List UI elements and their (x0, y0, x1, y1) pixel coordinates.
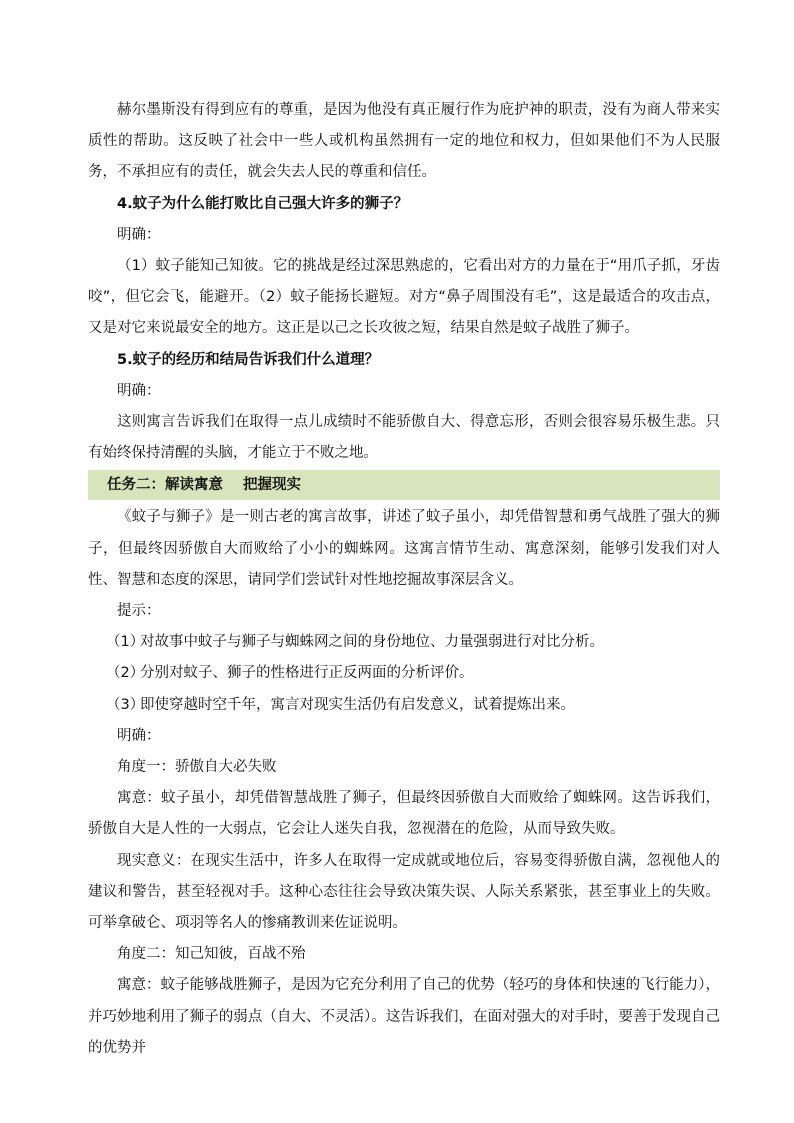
clarify-label-task-2: 明确： (117, 727, 161, 744)
document-page (88, 95, 720, 1064)
task-2-title-part-2: 把握现实 (243, 477, 301, 494)
angle-2-heading: 角度二：知己知彼，百战不殆 (117, 946, 306, 963)
clarify-label-q5: 明确： (117, 382, 161, 399)
hint-label: 提示： (117, 603, 161, 620)
hint-text: 对故事中蚊子与狮子与蜘蛛网之间的身份地位、力量强弱进行对比分析。 (140, 634, 604, 651)
hint-number: （3） (106, 696, 145, 713)
question-5: 5.蚊子的经历和结局告诉我们什么道理？ (117, 351, 380, 368)
paragraph-angle-2-meaning: 寓意：蚊子能够战胜狮子，是因为它充分利用了自己的优势（轻巧的身体和快速的飞行能力），并巧妙地利用了狮子的弱点（自大、不灵活）。这告诉我们，在面对强大的对手时，要善于发现自己的优势并 (88, 977, 720, 1056)
hint-text: 即使穿越时空千年，寓言对现实生活仍有启发意义，试着提炼出来。 (140, 696, 575, 713)
hint-number: （2） (106, 665, 145, 682)
hint-text: 分别对蚊子、狮子的性格进行正反两面的分析评价。 (140, 665, 474, 682)
paragraph-angle-1-reality: 现实意义：在现实生活中，许多人在取得一定成就或地位后，容易变得骄傲自满，忽视他人的建议和警告，甚至轻视对手。这种心态往往会导致决策失误、人际关系紧张，甚至事业上的失败。可举拿破仑、项羽等名人的惨痛教训来佐证说明。 (88, 852, 720, 932)
hint-item-2 (88, 658, 720, 689)
paragraph-q5-answer: 这则寓言告诉我们在取得一点儿成绩时不能骄傲自大、得意忘形，否则会很容易乐极生悲。只有始终保持清醒的头脑，才能立于不败之地。 (88, 414, 720, 462)
angle-1-heading: 角度一：骄傲自大必失败 (117, 759, 277, 776)
hint-item-3 (88, 690, 720, 721)
paragraph-q4-answer: （1）蚊子能知己知彼。它的挑战是经过深思熟虑的，它看出对方的力量在于“用爪子抓，牙齿咬”，但它会飞，能避开。（2）蚊子能扬长避短。对方“鼻子周围没有毛”，这是最适合的攻击点，又是对它来说最安全的地方。这正是以己之长攻彼之短，结果自然是蚊子战胜了狮子。 (88, 258, 720, 337)
paragraph-hermes-conclusion: 赫尔墨斯没有得到应有的尊重，是因为他没有真正履行作为庇护神的职责，没有为商人带来实质性的帮助。这反映了社会中一些人或机构虽然拥有一定的地位和权力，但如果他们不为人民服务，不承担应有的责任，就会失去人民的尊重和信任。 (88, 102, 720, 181)
hint-item-1 (88, 627, 720, 658)
paragraph-task-2-intro: 《蚊子与狮子》是一则古老的寓言故事，讲述了蚊子虽小，却凭借智慧和勇气战胜了强大的狮子，但最终因骄傲自大而败给了小小的蜘蛛网。这寓言情节生动、寓意深刻，能够引发我们对人性、智慧和态度的深思，请同学们尝试针对性地挖掘故事深层含义。 (88, 509, 720, 588)
clarify-label-q4: 明确： (117, 226, 161, 243)
task-2-title-part-1: 任务二：解读寓意 (107, 477, 223, 494)
question-4: 4.蚊子为什么能打败比自己强大许多的狮子？ (117, 195, 409, 212)
task-2-banner (88, 470, 720, 500)
hint-number: （1） (106, 634, 145, 651)
paragraph-angle-1-meaning: 寓意：蚊子虽小，却凭借智慧战胜了狮子，但最终因骄傲自大而败给了蜘蛛网。这告诉我们，骄傲自大是人性的一大弱点，它会让人迷失自我，忽视潜在的危险，从而导致失败。 (88, 790, 720, 838)
